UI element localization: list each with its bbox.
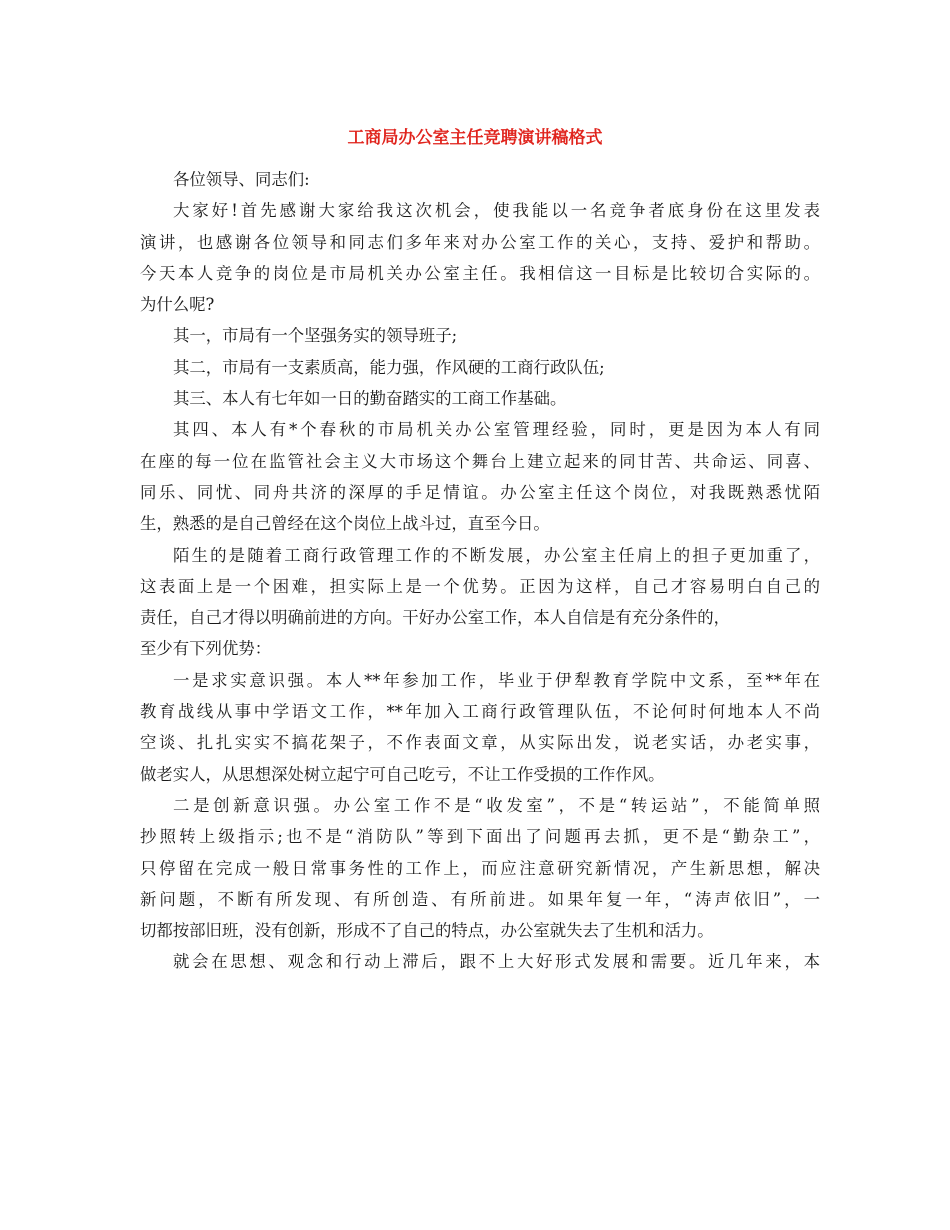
text-line: 新问题，不断有所发现、有所创造、有所前进。如果年复一年，“涛声依旧”，一: [140, 889, 820, 909]
text-line: 其四、本人有*个春秋的市局机关办公室管理经验，同时，更是因为本人有同: [173, 420, 820, 440]
text-line: 二是创新意识强。办公室工作不是“收发室”，不是“转运站”，不能简单照: [173, 795, 820, 815]
text-line: 在座的每一位在监管社会主义大市场这个舞台上建立起来的同甘苦、共命运、同喜、: [140, 451, 820, 471]
text-line: 同乐、同忧、同舟共济的深厚的手足情谊。办公室主任这个岗位，对我既熟悉忧陌: [140, 482, 820, 502]
text-line: 责任，自己才得以明确前进的方向。干好办公室工作，本人自信是有充分条件的，: [140, 608, 731, 628]
text-line: 其三、本人有七年如一日的勤奋踏实的工商工作基础。: [173, 389, 567, 409]
text-line: 切都按部旧班，没有创新，形成不了自己的特点，办公室就失去了生机和活力。: [140, 921, 714, 941]
text-line: 只停留在完成一般日常事务性的工作上，而应注意研究新情况，产生新思想，解决: [140, 858, 820, 878]
text-line: 为什么呢?: [140, 295, 215, 315]
text-line: 这表面上是一个困难，担实际上是一个优势。正因为这样，自己才容易明白自己的: [140, 576, 820, 596]
text-line: 做老实人，从思想深处树立起宁可自己吃亏，不让工作受损的工作作风。: [140, 764, 665, 784]
text-line: 各位领导、同志们:: [173, 170, 310, 189]
text-line: 空谈、扎扎实实不搞花架子，不作表面文章，从实际出发，说老实话，办老实事，: [140, 733, 820, 753]
document-title: 工商局办公室主任竞聘演讲稿格式: [347, 128, 603, 148]
text-line: 大家好!首先感谢大家给我这次机会，使我能以一名竞争者底身份在这里发表: [173, 201, 820, 221]
text-line: 抄照转上级指示;也不是“消防队”等到下面出了问题再去抓，更不是“勤杂工”，: [140, 827, 820, 847]
text-line: 其一，市局有一个坚强务实的领导班子;: [173, 326, 458, 346]
document-body: [140, 164, 820, 978]
text-line: 就会在思想、观念和行动上滞后，跟不上大好形式发展和需要。近几年来，本: [173, 952, 820, 972]
text-line: 其二，市局有一支素质高，能力强，作风硬的工商行政队伍;: [173, 357, 605, 377]
text-line: 陌生的是随着工商行政管理工作的不断发展，办公室主任肩上的担子更加重了，: [173, 545, 820, 565]
text-line: 演讲，也感谢各位领导和同志们多年来对办公室工作的关心，支持、爱护和帮助。: [140, 232, 820, 252]
text-line: 今天本人竞争的岗位是市局机关办公室主任。我相信这一目标是比较切合实际的。: [140, 263, 820, 283]
text-line: 教育战线从事中学语文工作，**年加入工商行政管理队伍，不论何时何地本人不尚: [140, 702, 820, 722]
text-line: 生，熟悉的是自己曾经在这个岗位上战斗过，直至今日。: [140, 514, 550, 534]
text-line: 一是求实意识强。本人**年参加工作，毕业于伊犁教育学院中文系，至**年在: [173, 670, 820, 690]
text-line: 至少有下列优势：: [140, 639, 272, 659]
